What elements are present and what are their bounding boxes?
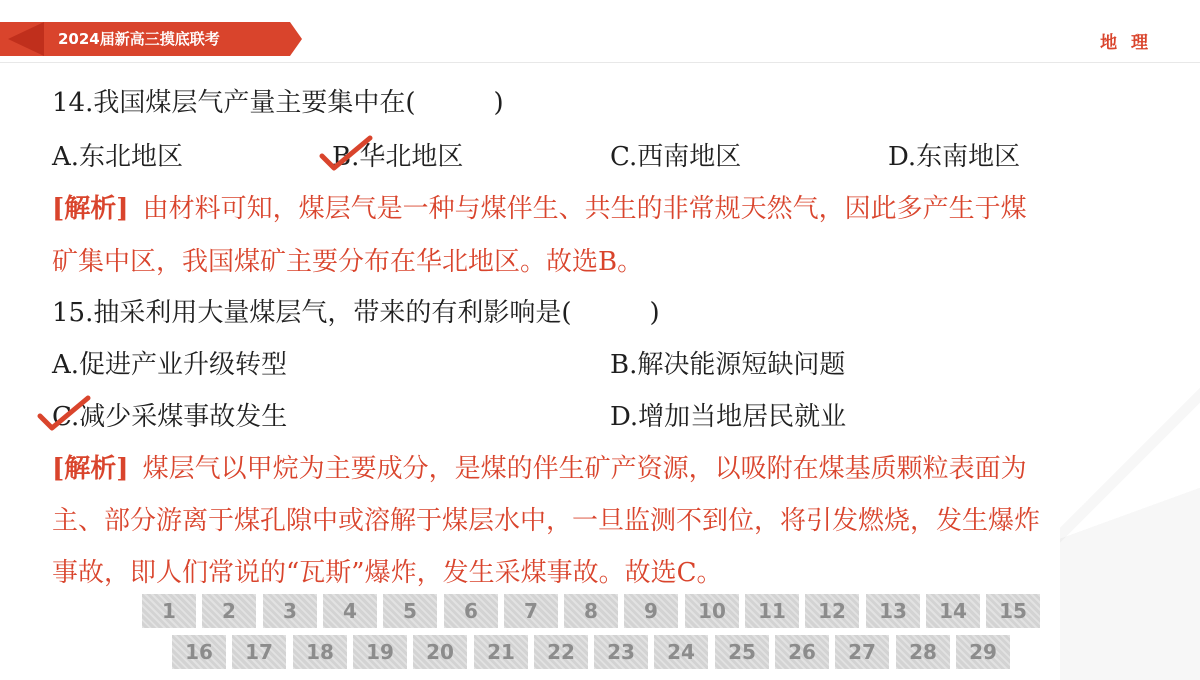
nav-question-2[interactable]: 2 — [202, 594, 256, 628]
nav-question-7[interactable]: 7 — [504, 594, 558, 628]
nav-question-16[interactable]: 16 — [172, 635, 226, 669]
nav-question-26[interactable]: 26 — [775, 635, 829, 669]
analysis-tag: [解析] — [52, 194, 129, 224]
q14-analysis-line-2: 矿集中区，我国煤矿主要分布在华北地区。故选B。 — [52, 247, 644, 277]
analysis-tag: [解析] — [52, 454, 129, 484]
nav-question-5[interactable]: 5 — [383, 594, 437, 628]
background-decoration — [1060, 90, 1200, 680]
q14-option-d[interactable]: D.东南地区 — [888, 142, 1021, 172]
nav-question-28[interactable]: 28 — [896, 635, 950, 669]
nav-question-11[interactable]: 11 — [745, 594, 799, 628]
q14-analysis-line-1 — [52, 192, 1027, 226]
nav-question-9[interactable]: 9 — [624, 594, 678, 628]
nav-question-10[interactable]: 10 — [685, 594, 739, 628]
nav-question-6[interactable]: 6 — [444, 594, 498, 628]
q14-option-c[interactable]: C.西南地区 — [610, 142, 742, 172]
nav-question-4[interactable]: 4 — [323, 594, 377, 628]
nav-question-8[interactable]: 8 — [564, 594, 618, 628]
q15-option-b[interactable]: B.解决能源短缺问题 — [610, 350, 846, 380]
nav-question-15[interactable]: 15 — [986, 594, 1040, 628]
q15-option-a[interactable]: A.促进产业升级转型 — [52, 350, 288, 380]
q15-analysis-line-1 — [52, 452, 1027, 486]
nav-question-18[interactable]: 18 — [293, 635, 347, 669]
nav-question-21[interactable]: 21 — [474, 635, 528, 669]
nav-question-22[interactable]: 22 — [534, 635, 588, 669]
nav-question-12[interactable]: 12 — [805, 594, 859, 628]
q14-option-b[interactable]: B.华北地区 — [332, 142, 464, 172]
nav-question-14[interactable]: 14 — [926, 594, 980, 628]
nav-question-25[interactable]: 25 — [715, 635, 769, 669]
question-14-stem: 14.我国煤层气产量主要集中在( ) — [52, 88, 504, 118]
analysis-text: 由材料可知，煤层气是一种与煤伴生、共生的非常规天然气，因此多产生于煤 — [142, 194, 1027, 224]
nav-question-24[interactable]: 24 — [654, 635, 708, 669]
q15-analysis-line-2: 主、部分游离于煤孔隙中或溶解于煤层水中，一旦监测不到位，将引发燃烧，发生爆炸 — [52, 506, 1041, 536]
q14-option-a[interactable]: A.东北地区 — [52, 142, 184, 172]
nav-question-1[interactable]: 1 — [142, 594, 196, 628]
nav-question-19[interactable]: 19 — [353, 635, 407, 669]
checkmark-icon — [36, 394, 92, 434]
nav-question-13[interactable]: 13 — [866, 594, 920, 628]
question-15-stem: 15.抽采利用大量煤层气，带来的有利影响是( ) — [52, 298, 660, 328]
header-divider — [0, 62, 1200, 63]
q15-analysis-line-3: 事故，即人们常说的“瓦斯”爆炸，发生采煤事故。故选C。 — [52, 558, 723, 588]
subject-label: 地 理 — [1100, 33, 1152, 53]
nav-question-23[interactable]: 23 — [594, 635, 648, 669]
checkmark-icon — [318, 134, 374, 174]
nav-question-27[interactable]: 27 — [835, 635, 889, 669]
q15-option-d[interactable]: D.增加当地居民就业 — [610, 402, 847, 432]
q15-option-c[interactable]: C.减少采煤事故发生 — [52, 402, 288, 432]
nav-question-3[interactable]: 3 — [263, 594, 317, 628]
exam-title: 2024届新高三摸底联考 — [58, 30, 220, 48]
nav-question-29[interactable]: 29 — [956, 635, 1010, 669]
analysis-text: 煤层气以甲烷为主要成分，是煤的伴生矿产资源，以吸附在煤基质颗粒表面为 — [142, 454, 1027, 484]
nav-question-20[interactable]: 20 — [413, 635, 467, 669]
nav-question-17[interactable]: 17 — [232, 635, 286, 669]
